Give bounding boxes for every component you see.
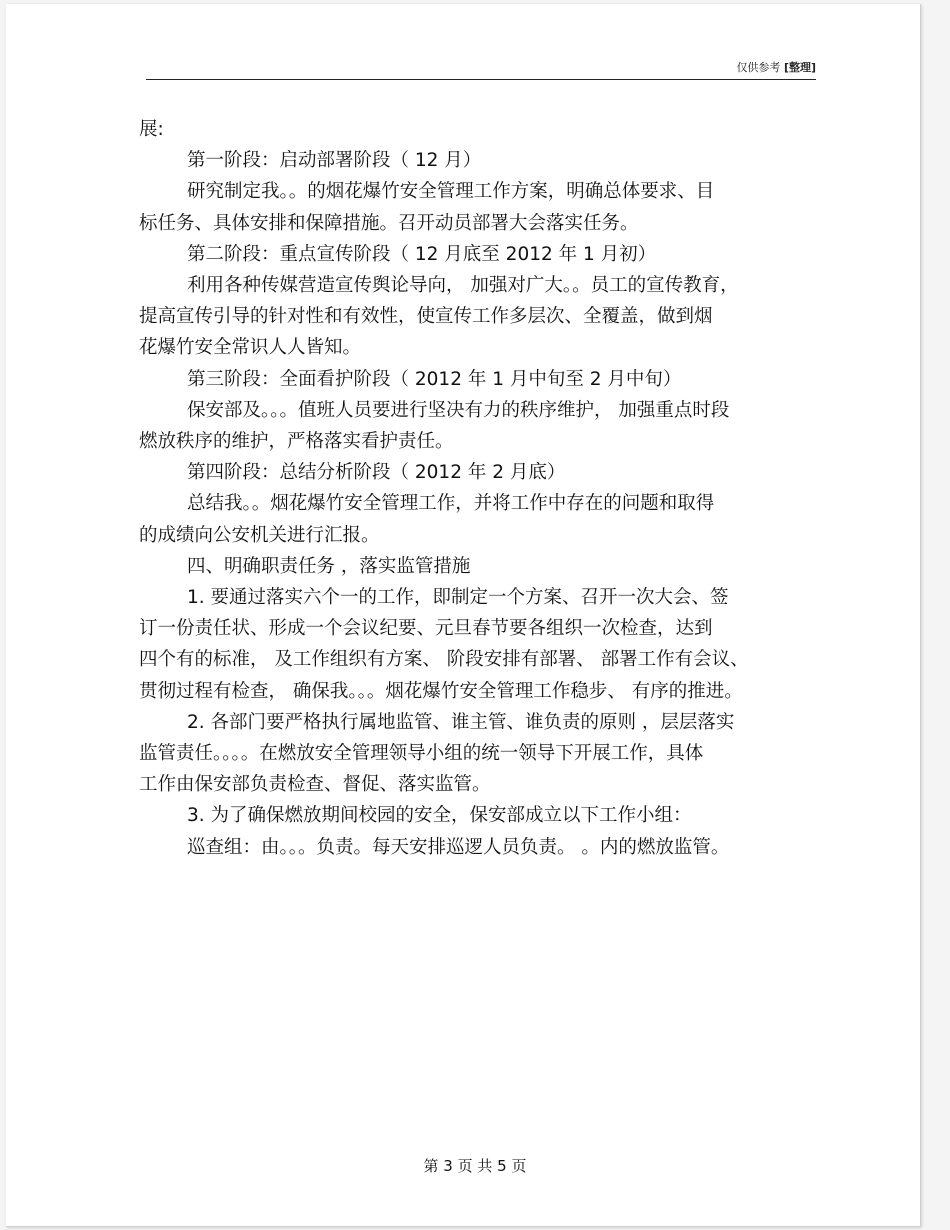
body-line: 1. 要通过落实六个一的工作，即制定一个方案、召开一次大会、签 xyxy=(187,587,729,609)
body-line: 四、明确职责任务 ，落实监管措施 xyxy=(187,555,471,577)
body-line: 提高宣传引导的针对性和有效性，使宣传工作多层次、全覆盖，做到烟 xyxy=(139,306,713,328)
body-line: 3. 为了确保燃放期间校园的安全，保安部成立以下工作小组： xyxy=(187,805,692,827)
body-line: 2. 各部门要严格执行属地监管、谁主管、谁负责的原则 ，层层落实 xyxy=(187,711,735,733)
body-line: 四个有的标准， 及工作组织有方案、 阶段安排有部署、 部署工作有会议、 xyxy=(139,649,749,671)
header-bracket-text: [整理] xyxy=(783,61,816,74)
body-line: 订一份责任状、形成一个会议纪要、元旦春节要各组织一次检查，达到 xyxy=(139,618,713,640)
body-line: 第三阶段：全面看护阶段（ 2012 年 1 月中旬至 2 月中旬） xyxy=(187,368,682,390)
body-line: 第一阶段：启动部署阶段（ 12 月） xyxy=(187,150,482,172)
body-line: 的成绩向公安机关进行汇报。 xyxy=(139,524,380,546)
header-text: 仅供参考 xyxy=(736,61,781,74)
body-line: 研究制定我。。的烟花爆竹安全管理工作方案，明确总体要求、目 xyxy=(187,181,715,203)
body-line: 燃放秩序的维护，严格落实看护责任。 xyxy=(139,431,454,453)
document-body xyxy=(139,114,811,863)
body-line: 总结我。。烟花爆竹安全管理工作，并将工作中存在的问题和取得 xyxy=(187,493,715,515)
body-line: 利用各种传媒营造宣传舆论导向， 加强对广大。。员工的宣传教育， xyxy=(187,275,739,297)
body-line: 标任务、具体安排和保障措施。召开动员部署大会落实任务。 xyxy=(139,212,639,234)
body-line: 第四阶段：总结分析阶段（ 2012 年 2 月底） xyxy=(187,462,566,484)
page-footer: 第 3 页 共 5 页 xyxy=(423,1157,527,1175)
body-line: 展: xyxy=(139,119,164,140)
body-line: 监管责任。。。。在燃放安全管理领导小组的统一领导下开展工作，具体 xyxy=(139,743,704,765)
body-line: 第二阶段：重点宣传阶段（ 12 月底至 2012 年 1 月初） xyxy=(187,243,657,265)
body-line: 工作由保安部负责检查、督促、落实监管。 xyxy=(139,774,491,796)
body-line: 花爆竹安全常识人人皆知。 xyxy=(139,337,362,359)
page-header xyxy=(146,59,816,80)
body-line: 巡查组：由。。。负责。每天安排巡逻人员负责。 。内的燃放监管。 xyxy=(187,836,730,858)
body-line: 保安部及。。。值班人员要进行坚决有力的秩序维护， 加强重点时段 xyxy=(187,399,730,421)
body-line: 贯彻过程有检查， 确保我。。。烟花爆竹安全管理工作稳步、 有序的推进。 xyxy=(139,680,743,702)
